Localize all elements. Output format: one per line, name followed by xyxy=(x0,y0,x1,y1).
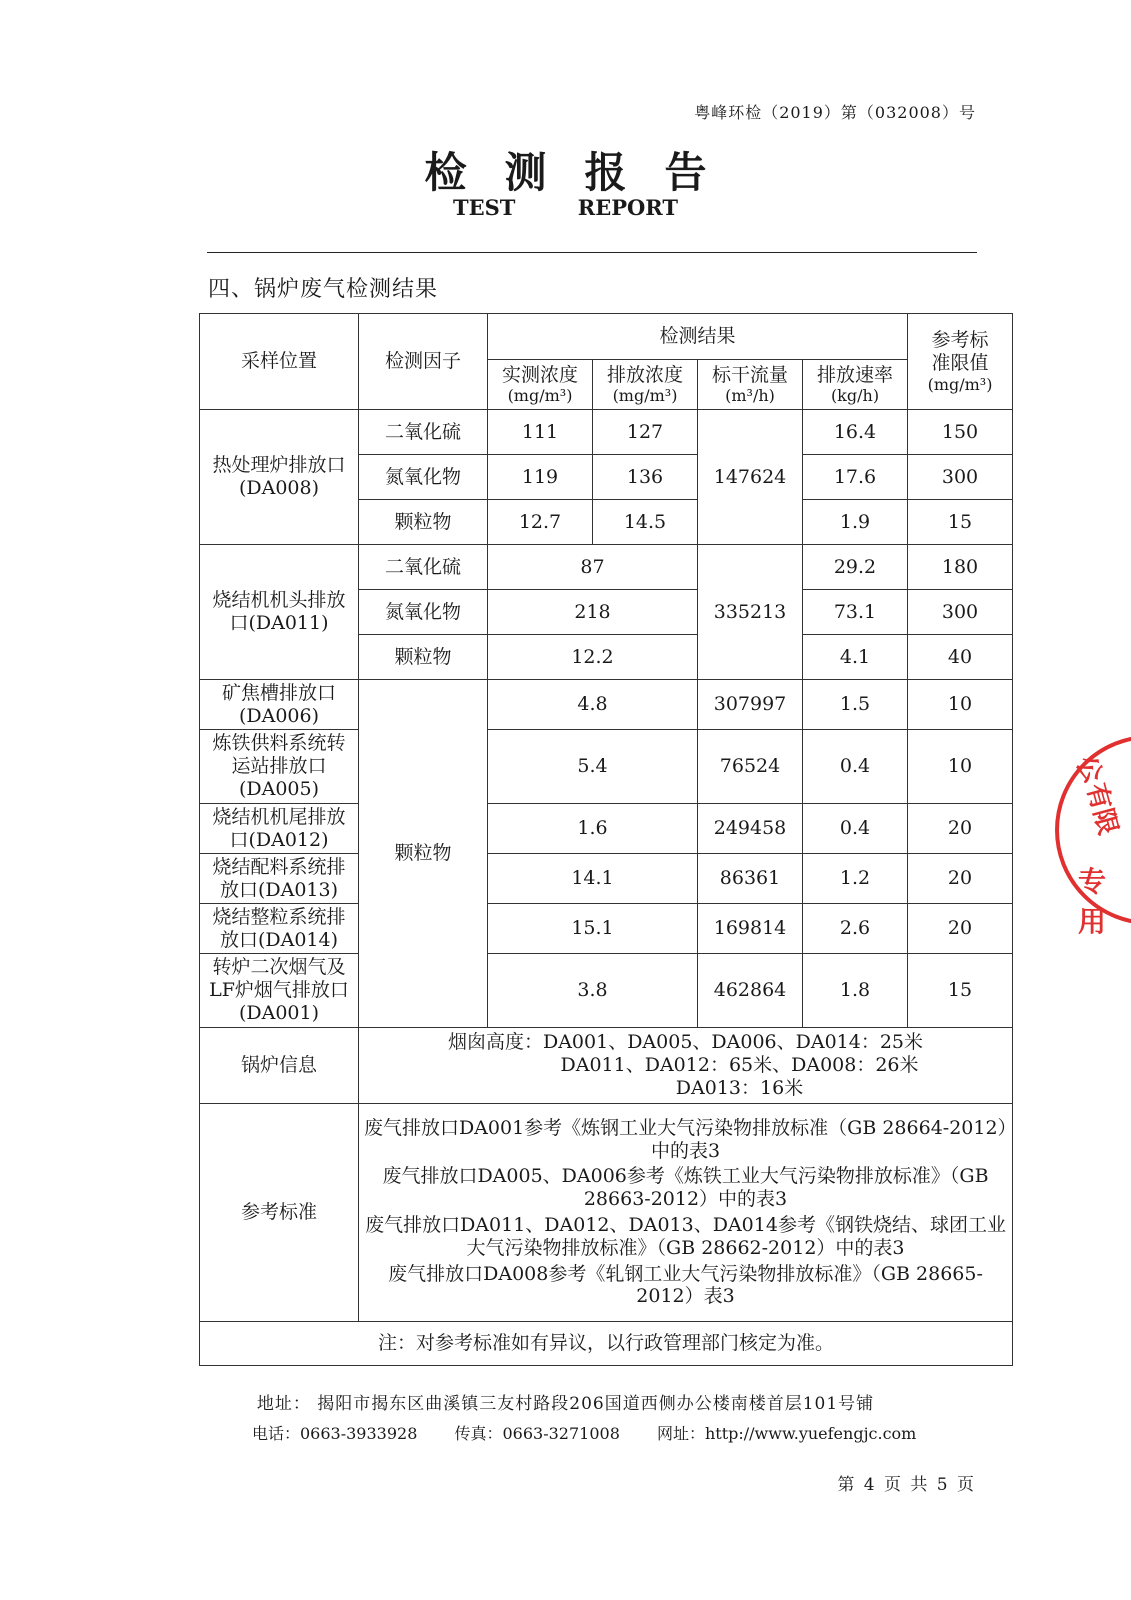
reference-row xyxy=(200,1104,1013,1322)
limit-cell: 20 xyxy=(908,854,1013,904)
limit-cell: 10 xyxy=(908,680,1013,730)
value-cell: 3.8 xyxy=(488,954,698,1028)
emission-cell: 127 xyxy=(593,410,698,455)
reference-line: 废气排放口DA005、DA006参考《炼铁工业大气污染物排放标准》（GB 28663-2012）中的表3 xyxy=(382,1165,989,1211)
footer-phone: 电话：0663-3933928 xyxy=(252,1424,418,1443)
location-line: 烧结整粒系统排 xyxy=(212,905,346,928)
flow-cell: 147624 xyxy=(698,410,803,545)
location-line: 炼铁供料系统转 xyxy=(212,732,346,755)
flow-cell: 335213 xyxy=(698,545,803,680)
rate-cell: 29.2 xyxy=(803,545,908,590)
location-line: 口(DA011) xyxy=(229,612,329,634)
header-rate-unit: (kg/h) xyxy=(830,386,880,406)
rate-cell: 0.4 xyxy=(803,730,908,804)
location-da014 xyxy=(200,904,359,954)
rate-cell: 1.5 xyxy=(803,680,908,730)
location-da013 xyxy=(200,854,359,904)
seal-stamp-text: 专用 xyxy=(1078,865,1107,938)
reference-label: 参考标准 xyxy=(200,1104,359,1322)
rate-cell: 0.4 xyxy=(803,804,908,854)
emission-cell: 14.5 xyxy=(593,500,698,545)
limit-cell: 15 xyxy=(908,954,1013,1028)
table-row xyxy=(200,410,1013,455)
measured-cell: 12.7 xyxy=(488,500,593,545)
limit-cell: 20 xyxy=(908,904,1013,954)
measured-cell: 119 xyxy=(488,455,593,500)
boiler-info-line: DA013：16米 xyxy=(675,1076,804,1099)
header-measured-label: 实测浓度 xyxy=(501,363,578,386)
header-limit-line1: 参考标 xyxy=(931,329,989,352)
table-row xyxy=(200,680,1013,730)
location-line: (DA005) xyxy=(238,777,320,800)
footer-fax: 传真：0663-3271008 xyxy=(454,1424,620,1443)
location-line: 矿焦槽排放口 xyxy=(221,681,336,704)
flow-cell: 169814 xyxy=(698,904,803,954)
location-line: 烧结配料系统排 xyxy=(212,855,346,878)
header-flow xyxy=(698,360,803,410)
location-da008 xyxy=(200,410,359,545)
header-limit-line2: 准限值 xyxy=(931,351,989,374)
header-emission-unit: (mg/m³) xyxy=(612,386,678,406)
factor-cell: 氮氧化物 xyxy=(359,590,488,635)
emission-cell: 136 xyxy=(593,455,698,500)
seal-stamp-text: 公 xyxy=(1069,750,1109,789)
header-emission xyxy=(593,360,698,410)
location-da005 xyxy=(200,730,359,804)
header-divider xyxy=(207,252,977,253)
note-row xyxy=(200,1322,1013,1366)
report-number: 粤峰环检（2019）第（032008）号 xyxy=(694,103,976,122)
header-flow-label: 标干流量 xyxy=(711,363,788,386)
table-row xyxy=(200,804,1013,854)
factor-cell: 氮氧化物 xyxy=(359,455,488,500)
table-header-row xyxy=(200,314,1013,360)
reference-line: 废气排放口DA001参考《炼钢工业大气污染物排放标准（GB 28664-2012）中的表3 xyxy=(363,1116,1008,1162)
factor-cell: 二氧化硫 xyxy=(359,545,488,590)
location-line: 烧结机机尾排放 xyxy=(212,805,346,828)
boiler-info-line: DA011、DA012：65米、DA008：26米 xyxy=(560,1054,919,1077)
header-rate-label: 排放速率 xyxy=(817,363,894,386)
header-rate xyxy=(803,360,908,410)
value-cell: 14.1 xyxy=(488,854,698,904)
location-line: LF炉烟气排放口 xyxy=(209,979,349,1002)
page-number: 第 4 页 共 5 页 xyxy=(837,1475,976,1495)
factor-particulate: 颗粒物 xyxy=(359,680,488,1028)
header-limit xyxy=(908,314,1013,410)
reference-line: 废气排放口DA011、DA012、DA013、DA014参考《钢铁烧结、球团工业大气污染物排放标准》（GB 28662-2012）中的表3 xyxy=(365,1214,1006,1259)
header-flow-unit: (m³/h) xyxy=(725,386,775,406)
location-da011 xyxy=(200,545,359,680)
location-line: 放口(DA013) xyxy=(219,878,339,901)
boiler-info-content xyxy=(359,1028,1013,1104)
limit-cell: 180 xyxy=(908,545,1013,590)
location-line: (DA008) xyxy=(238,477,320,499)
value-cell: 1.6 xyxy=(488,804,698,854)
value-cell: 87 xyxy=(488,545,698,590)
value-cell: 15.1 xyxy=(488,904,698,954)
header-factor: 检测因子 xyxy=(359,314,488,410)
location-line: (DA001) xyxy=(238,1001,320,1024)
limit-cell: 150 xyxy=(908,410,1013,455)
rate-cell: 1.2 xyxy=(803,854,908,904)
factor-cell: 颗粒物 xyxy=(359,635,488,680)
report-title-cn: 检测报告 xyxy=(424,148,745,197)
boiler-info-row xyxy=(200,1028,1013,1104)
flow-cell: 249458 xyxy=(698,804,803,854)
limit-cell: 10 xyxy=(908,730,1013,804)
location-line: (DA006) xyxy=(238,704,320,727)
header-location: 采样位置 xyxy=(200,314,359,410)
report-title-en: TEST REPORT xyxy=(453,195,678,220)
value-cell: 12.2 xyxy=(488,635,698,680)
footer-website[interactable]: 网址：http://www.yuefengjc.com xyxy=(656,1424,917,1443)
value-cell: 4.8 xyxy=(488,680,698,730)
rate-cell: 73.1 xyxy=(803,590,908,635)
limit-cell: 40 xyxy=(908,635,1013,680)
header-measured-unit: (mg/m³) xyxy=(507,386,573,406)
reference-content xyxy=(359,1104,1013,1322)
flow-cell: 86361 xyxy=(698,854,803,904)
measured-cell: 111 xyxy=(488,410,593,455)
limit-cell: 300 xyxy=(908,455,1013,500)
header-emission-label: 排放浓度 xyxy=(606,363,683,386)
rate-cell: 4.1 xyxy=(803,635,908,680)
location-da001 xyxy=(200,954,359,1028)
value-cell: 5.4 xyxy=(488,730,698,804)
rate-cell: 1.9 xyxy=(803,500,908,545)
header-measured xyxy=(488,360,593,410)
value-cell: 218 xyxy=(488,590,698,635)
location-line: 烧结机机头排放 xyxy=(212,589,346,612)
header-limit-unit: (mg/m³) xyxy=(927,374,993,394)
boiler-info-label: 锅炉信息 xyxy=(200,1028,359,1104)
table-row xyxy=(200,730,1013,804)
limit-cell: 15 xyxy=(908,500,1013,545)
location-da006 xyxy=(200,680,359,730)
flow-cell: 307997 xyxy=(698,680,803,730)
limit-cell: 300 xyxy=(908,590,1013,635)
boiler-info-line: 烟囱高度：DA001、DA005、DA006、DA014：25米 xyxy=(447,1031,924,1054)
location-line: 运站排放口 xyxy=(231,755,327,778)
table-row xyxy=(200,904,1013,954)
table-row xyxy=(200,954,1013,1028)
table-row xyxy=(200,545,1013,590)
seal-stamp-text: 有限 xyxy=(1080,780,1123,839)
header-results: 检测结果 xyxy=(488,314,908,360)
note-text: 注：对参考标准如有异议，以行政管理部门核定为准。 xyxy=(200,1322,1013,1366)
rate-cell: 17.6 xyxy=(803,455,908,500)
section-title: 四、锅炉废气检测结果 xyxy=(208,277,439,302)
reference-line: 废气排放口DA008参考《轧钢工业大气污染物排放标准》（GB 28665-2012）表3 xyxy=(388,1262,983,1308)
table-row xyxy=(200,854,1013,904)
flow-cell: 462864 xyxy=(698,954,803,1028)
flow-cell: 76524 xyxy=(698,730,803,804)
location-line: 转炉二次烟气及 xyxy=(212,956,346,979)
footer-contact xyxy=(252,1421,948,1444)
factor-cell: 颗粒物 xyxy=(359,500,488,545)
location-da012 xyxy=(200,804,359,854)
limit-cell: 20 xyxy=(908,804,1013,854)
results-table xyxy=(199,313,1013,1366)
rate-cell: 2.6 xyxy=(803,904,908,954)
factor-cell: 二氧化硫 xyxy=(359,410,488,455)
location-line: 热处理炉排放口 xyxy=(212,454,346,477)
location-line: 放口(DA014) xyxy=(219,928,339,951)
rate-cell: 1.8 xyxy=(803,954,908,1028)
rate-cell: 16.4 xyxy=(803,410,908,455)
footer-address: 地址： 揭阳市揭东区曲溪镇三友村路段206国道西侧办公楼南楼首层101号铺 xyxy=(256,1394,875,1414)
location-line: 口(DA012) xyxy=(229,828,329,851)
